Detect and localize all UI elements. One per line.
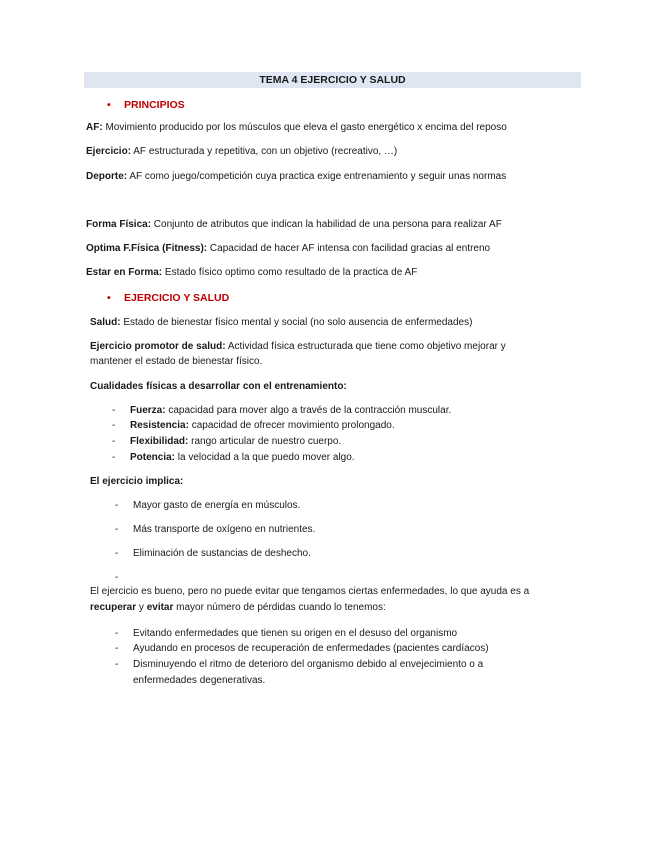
- promotor-definition-line-2: mantener el estado de bienestar físico.: [90, 356, 263, 367]
- definition-text: Capacidad de hacer AF intensa con facilidad gracias al entreno: [207, 243, 491, 254]
- bold-text: recuperar: [90, 602, 137, 613]
- bullet-icon: •: [107, 292, 111, 304]
- definition-forma-fisica: [86, 218, 502, 232]
- section-heading-text: PRINCIPIOS: [124, 99, 185, 111]
- bueno-paragraph-line-1: El ejercicio es bueno, pero no puede evitar que tengamos ciertas enfermedades, lo que ayuda es a: [90, 586, 530, 597]
- list-item: [115, 658, 484, 672]
- heading-text: El ejercicio implica:: [90, 476, 184, 487]
- list-item: [115, 523, 316, 537]
- definition-optima-fisica: [86, 242, 490, 256]
- list-item: [112, 419, 395, 433]
- promotor-definition-line-1: [90, 340, 506, 354]
- dash-icon: -: [112, 436, 116, 447]
- section-heading-ejercicio-salud: [107, 292, 230, 304]
- definition-text: Conjunto de atributos que indican la habilidad de una persona para realizar AF: [151, 219, 502, 230]
- dash-icon: -: [112, 405, 116, 416]
- section-heading-text: EJERCICIO Y SALUD: [124, 292, 230, 304]
- definition-text: Movimiento producido por los músculos que eleva el gasto energético x encima del reposo: [102, 122, 507, 133]
- list-text: rango articular de nuestro cuerpo.: [188, 436, 342, 447]
- bullet-icon: •: [107, 99, 111, 111]
- definition-deporte: [86, 170, 506, 184]
- definition-estar-en-forma: [86, 266, 417, 280]
- list-text: la velocidad a la que puedo mover algo.: [175, 452, 355, 463]
- list-item: [115, 642, 489, 656]
- list-text: Ayudando en procesos de recuperación de enfermedades (pacientes cardíacos): [133, 643, 489, 654]
- heading-text: Cualidades físicas a desarrollar con el entrenamiento:: [90, 381, 347, 392]
- list-item: [115, 499, 301, 513]
- list-text: capacidad para mover algo a través de la contracción muscular.: [165, 405, 452, 416]
- plain-text: mayor número de pérdidas cuando lo tenemos:: [173, 602, 386, 613]
- list-text: Mayor gasto de energía en músculos.: [133, 500, 301, 511]
- list-text: Más transporte de oxígeno en nutrientes.: [133, 524, 316, 535]
- list-text: capacidad de ofrecer movimiento prolongado.: [188, 420, 395, 431]
- dash-icon: -: [115, 572, 119, 583]
- list-item: [112, 451, 355, 465]
- dash-icon: -: [115, 659, 119, 670]
- plain-text: y: [136, 602, 147, 613]
- dash-icon: -: [115, 548, 119, 559]
- list-item: [112, 435, 342, 449]
- list-item: [115, 627, 458, 641]
- bueno-paragraph-line-2: [90, 601, 386, 615]
- list-text: Evitando enfermedades que tienen su origen en el desuso del organismo: [133, 628, 458, 639]
- definition-ejercicio: [86, 145, 397, 159]
- list-item: [115, 547, 311, 561]
- list-text: Disminuyendo el ritmo de deterioro del organismo debido al envejecimiento o a: [133, 659, 484, 670]
- list-item-continuation: enfermedades degenerativas.: [133, 675, 266, 686]
- dash-icon: -: [115, 524, 119, 535]
- dash-icon: -: [112, 452, 116, 463]
- list-term: Potencia:: [130, 452, 176, 463]
- page-title: TEMA 4 EJERCICIO Y SALUD: [84, 72, 581, 88]
- dash-icon: -: [115, 643, 119, 654]
- definition-text: Estado de bienestar físico mental y social (no solo ausencia de enfermedades): [120, 317, 473, 328]
- section-heading-principios: [107, 99, 185, 111]
- list-text: Eliminación de sustancias de deshecho.: [133, 548, 311, 559]
- definition-text: AF como juego/competición cuya practica exige entrenamiento y seguir unas normas: [127, 171, 507, 182]
- list-item: [112, 404, 452, 418]
- definition-text: AF estructurada y repetitiva, con un objetivo (recreativo, …): [131, 146, 398, 157]
- salud-definition: [90, 316, 472, 330]
- definition-term: Forma Física:: [86, 219, 152, 230]
- dash-icon: -: [115, 500, 119, 511]
- definition-term: Optima F.Física (Fitness):: [86, 243, 208, 254]
- definition-term: AF:: [86, 122, 103, 133]
- list-term: Fuerza:: [130, 405, 166, 416]
- definition-af: [86, 121, 507, 135]
- list-term: Flexibilidad:: [130, 436, 189, 447]
- definition-term: Estar en Forma:: [86, 267, 163, 278]
- definition-term: Salud:: [90, 317, 121, 328]
- definition-term: Deporte:: [86, 171, 128, 182]
- definition-text: Actividad física estructurada que tiene como objetivo mejorar y: [225, 341, 506, 352]
- definition-term: Ejercicio:: [86, 146, 132, 157]
- cualidades-heading: [90, 380, 347, 394]
- dash-icon: -: [112, 420, 116, 431]
- implica-heading: [90, 475, 183, 489]
- dash-icon: -: [115, 628, 119, 639]
- definition-term: Ejercicio promotor de salud:: [90, 341, 226, 352]
- bold-text: evitar: [146, 602, 174, 613]
- list-term: Resistencia:: [130, 420, 189, 431]
- definition-text: Estado físico optimo como resultado de la practica de AF: [162, 267, 418, 278]
